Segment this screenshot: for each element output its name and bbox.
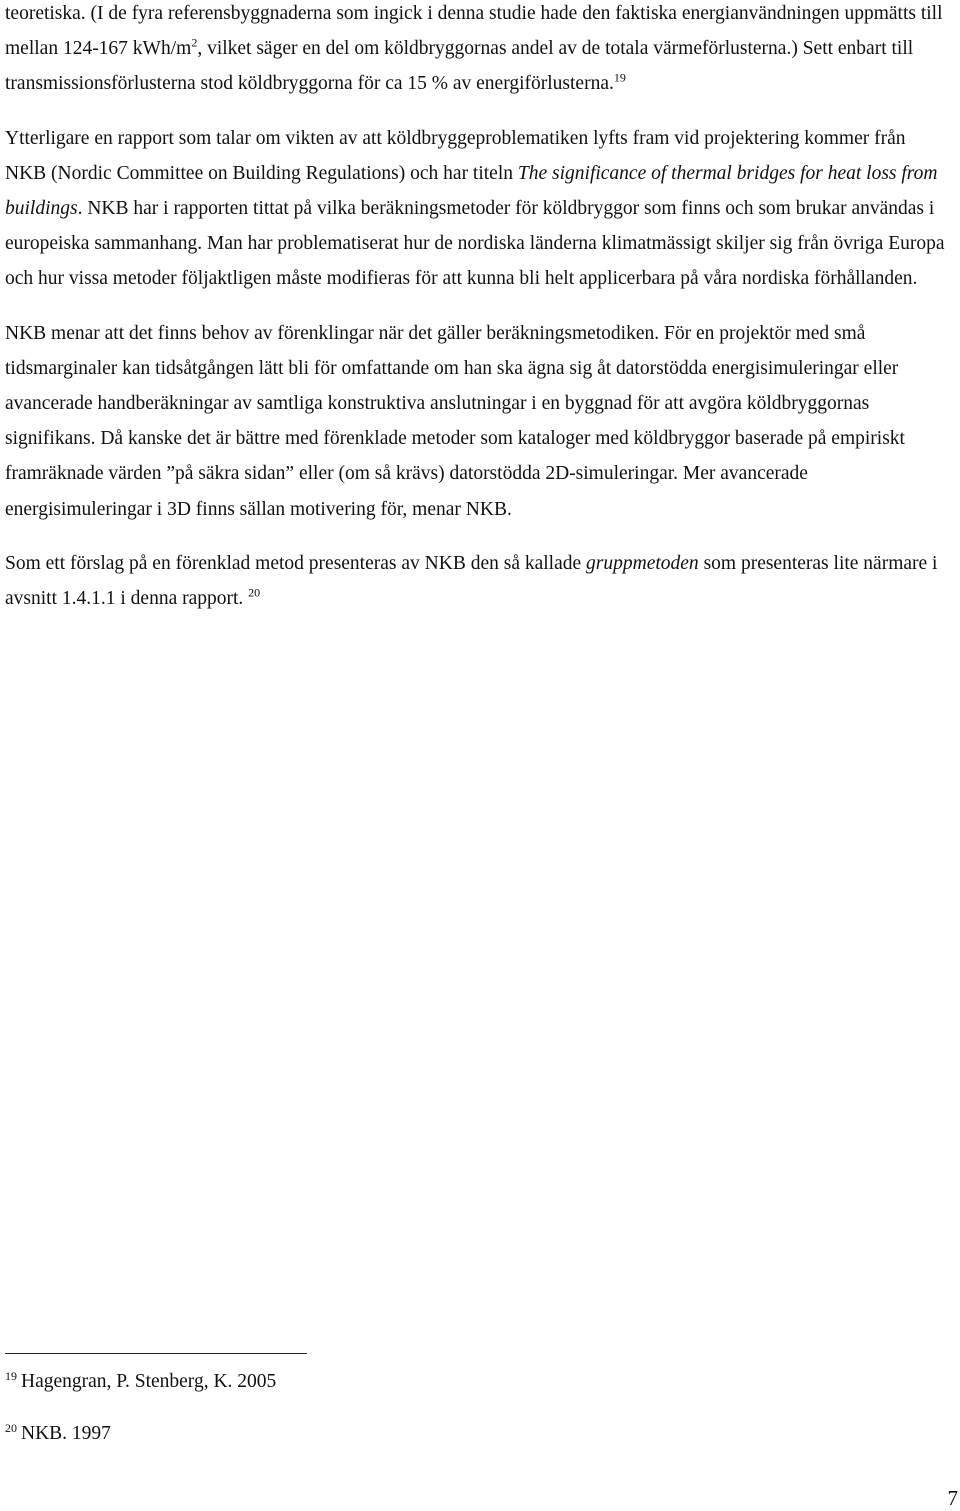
footnote-19-text: Hagengran, P. Stenberg, K. 2005	[21, 1371, 277, 1392]
paragraph-1-text-a: teoretiska. (I de fyra referensbyggnaderna som ingick i denna studie hade den faktiska energianvändningen uppmätts till mellan 124-167 kWh/m	[5, 3, 943, 60]
footnote-19	[5, 1370, 276, 1394]
footnote-20	[5, 1422, 111, 1446]
footnote-20-text: NKB. 1997	[21, 1423, 111, 1444]
footnote-20-number: 20	[5, 1420, 17, 1435]
paragraph-2	[5, 121, 950, 297]
footnote-ref-20[interactable]: 20	[248, 585, 261, 600]
report-title-italic: The significance of thermal bridges for heat loss from buildings	[5, 162, 938, 220]
paragraph-4-text-a: Som ett förslag på en förenklad metod presenteras av NKB den så kallade	[5, 552, 587, 574]
page-body	[5, 0, 950, 616]
footnote-divider	[5, 1353, 307, 1354]
paragraph-4	[5, 546, 950, 616]
method-name-italic: gruppmetoden	[586, 552, 699, 574]
paragraph-3: NKB menar att det finns behov av förenklingar när det gäller beräkningsmetodiken. För en projektör med små tidsmarginaler kan tidsåtgången lätt bli för omfattande om han ska ägna sig åt datorstödda energisimuleringar eller avancerade handberäkningar av samtliga konstruktiva anslutningar i en byggnad för att avgöra köldbryggornas signifikans. Då kanske det är bättre med förenklade metoder som kataloger med köldbryggor baserade på empiriskt framräknade värden ”på säkra sidan” eller (om så krävs) datorstödda 2D-simuleringar. Mer avancerade energisimuleringar i 3D finns sällan motivering för, menar NKB.	[5, 322, 905, 520]
superscript-squared: 2	[191, 35, 198, 50]
paragraph-2-text-b: . NKB har i rapporten tittat på vilka beräkningsmetoder för köldbryggor som finns och som brukar användas i europeiska sammanhang. Man har problematiserat hur de nordiska länderna klimatmässigt skiljer sig från övriga Europa och hur vissa metoder följaktligen måste modifieras för att kunna bli helt applicerbara på våra nordiska förhållanden.	[5, 198, 945, 290]
paragraph-4-text-b: som presenteras lite närmare i avsnitt 1.4.1.1 i denna rapport.	[5, 552, 938, 610]
footnote-19-number: 19	[5, 1368, 17, 1383]
paragraph-1	[5, 0, 950, 102]
paragraph-2-text-a: Ytterligare en rapport som talar om vikten av att köldbryggeproblematiken lyfts fram vid projektering kommer från NKB (Nordic Committee on Building Regulations) och har titeln	[5, 127, 906, 184]
page-number: 7	[947, 1486, 958, 1510]
footnote-ref-19[interactable]: 19	[613, 70, 626, 85]
paragraph-1-text-b: , vilket säger en del om köldbryggornas andel av de totala värmeförlusterna.) Sett enbart till transmissionsförlusterna stod köldbryggorna för ca 15 % av energiförlusterna.	[5, 38, 914, 95]
